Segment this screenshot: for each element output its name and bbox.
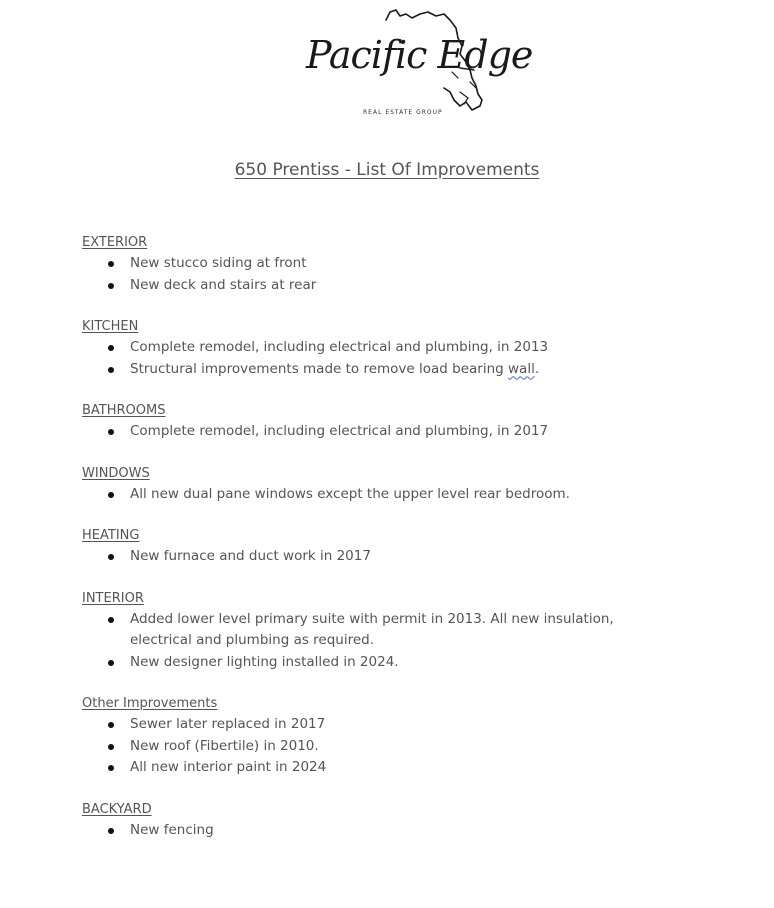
bullet-list [82, 484, 722, 506]
section-heading: HEATING [82, 528, 140, 543]
section-interior [82, 589, 722, 674]
section-windows [82, 464, 722, 506]
section-heading: Other Improvements [82, 696, 218, 711]
list-item: New furnace and duct work in 2017 [82, 546, 722, 568]
improvements-list [82, 233, 722, 862]
bullet-list [82, 820, 722, 842]
bullet-list [82, 421, 722, 443]
section-heading: BATHROOMS [82, 403, 166, 418]
section-other-improvements [82, 694, 722, 779]
company-logo [300, 6, 533, 118]
bullet-list [82, 253, 722, 296]
list-item: New roof (Fibertile) in 2010. [82, 736, 722, 758]
bullet-list [82, 546, 722, 568]
bullet-list [82, 714, 722, 779]
list-item: Added lower level primary suite with permit in 2013. All new insulation, electrical and plumbing as required. [82, 609, 722, 652]
section-heading: KITCHEN [82, 319, 139, 334]
section-heading: BACKYARD [82, 801, 152, 817]
logo-subtitle: REAL ESTATE GROUP [363, 109, 443, 116]
list-item: New fencing [82, 820, 722, 842]
list-item: New deck and stairs at rear [82, 275, 722, 297]
list-item: New designer lighting installed in 2024. [82, 652, 722, 674]
list-item: All new dual pane windows except the upper level rear bedroom. [82, 484, 722, 506]
list-item-text: Structural improvements made to remove load bearing [130, 360, 509, 377]
section-heading: INTERIOR [82, 590, 144, 606]
section-heating [82, 526, 722, 568]
section-backyard [82, 800, 722, 842]
list-item: Sewer later replaced in 2017 [82, 714, 722, 736]
list-item: Complete remodel, including electrical and plumbing, in 2013 [82, 337, 722, 359]
section-kitchen [82, 317, 722, 380]
section-exterior [82, 233, 722, 296]
list-item: Complete remodel, including electrical and plumbing, in 2017 [82, 421, 722, 443]
spellcheck-flagged-word: wall [508, 360, 535, 377]
list-item: New stucco siding at front [82, 253, 722, 275]
bullet-list [82, 609, 722, 674]
bullet-list [82, 337, 722, 380]
logo-script-text: Pacific Edge [306, 33, 533, 77]
section-bathrooms [82, 401, 722, 443]
section-heading: WINDOWS [82, 465, 150, 481]
list-item: All new interior paint in 2024 [82, 757, 722, 779]
section-heading: EXTERIOR [82, 235, 148, 250]
document-title: 650 Prentiss - List Of Improvements [234, 160, 540, 180]
list-item [82, 359, 722, 381]
list-item-text-end: . [534, 360, 540, 377]
